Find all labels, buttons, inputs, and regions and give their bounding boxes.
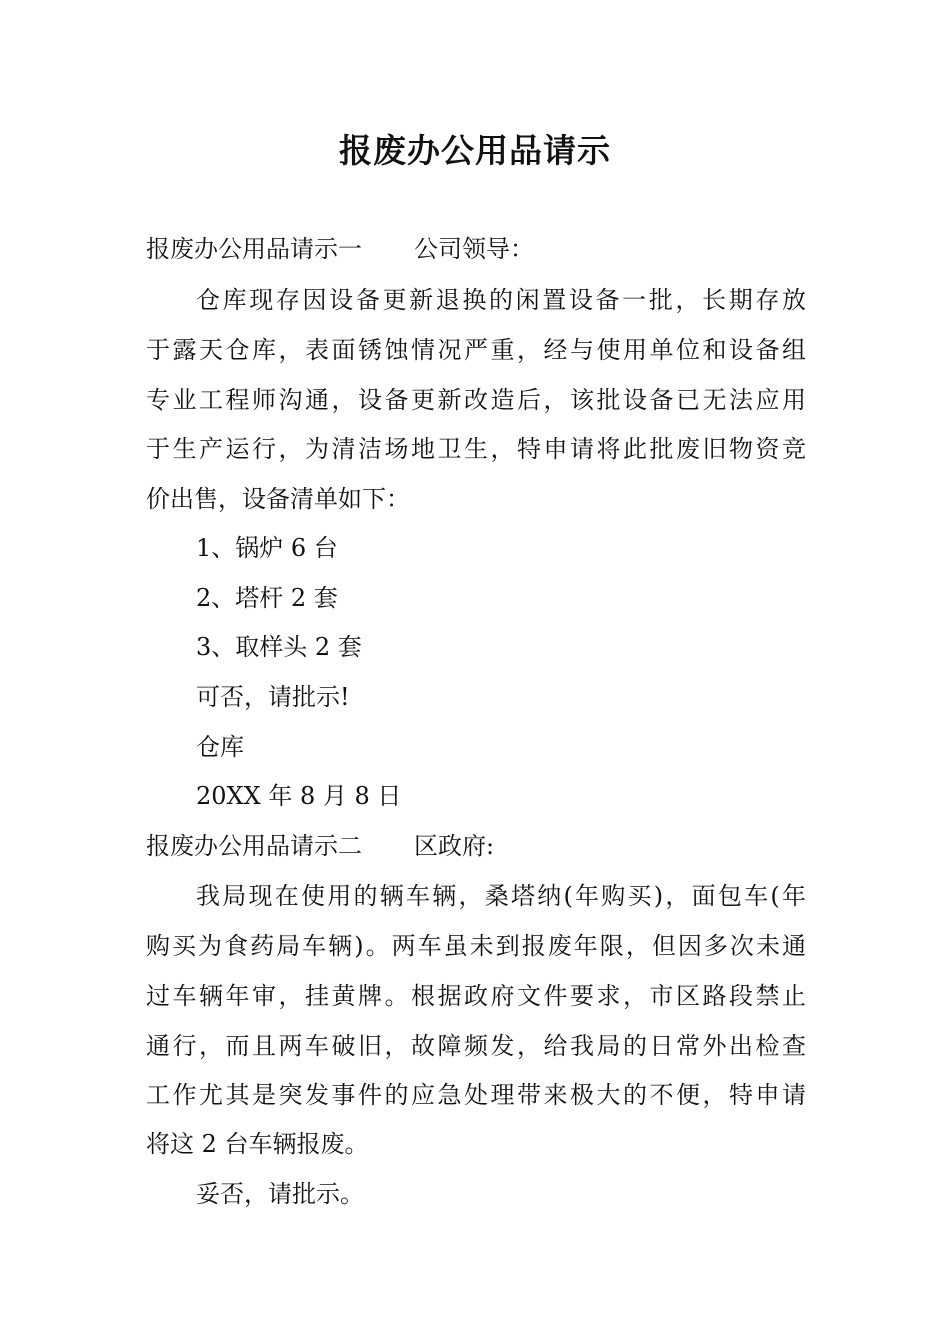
list-item: 2、塔杆 2 套 [196, 584, 338, 612]
section2-body-line: 将这 2 台车辆报废。 [146, 1130, 369, 1158]
list-item: 1、锅炉 6 台 [196, 534, 338, 562]
section1-body-line: 于露天仓库，表面锈蚀情况严重，经与使用单位和设备组 [146, 336, 806, 364]
section1-signer: 仓库 [196, 733, 244, 761]
section1-body-line: 专业工程师沟通，设备更新改造后，该批设备已无法应用 [146, 386, 806, 414]
section1-body-line: 于生产运行，为清洁场地卫生，特申请将此批废旧物资竞 [146, 435, 806, 463]
section2-addressee: 区政府: [414, 832, 495, 860]
section2-body-line: 我局现在使用的辆车辆，桑塔纳(年购买)，面包车(年 [196, 882, 806, 910]
section1-body-line: 价出售，设备清单如下： [146, 485, 410, 513]
document-title: 报废办公用品请示 [339, 131, 611, 170]
section2-body-line: 过车辆年审，挂黄牌。根据政府文件要求，市区路段禁止 [146, 982, 806, 1010]
section1-date: 20XX 年 8 月 8 日 [196, 782, 402, 810]
list-item: 3、取样头 2 套 [196, 633, 362, 661]
section2-heading-line [146, 829, 494, 863]
section1-closing: 可否，请批示! [196, 683, 350, 711]
section2-body-line: 通行，而且两车破旧，故障频发，给我局的日常外出检查 [146, 1032, 806, 1060]
section2-body-line: 工作尤其是突发事件的应急处理带来极大的不便，特申请 [146, 1081, 806, 1109]
section1-heading: 报废办公用品请示一 [146, 235, 362, 263]
section2-body-line: 购买为食药局车辆)。两车虽未到报废年限，但因多次未通 [146, 932, 806, 960]
section1-heading-line [146, 232, 534, 266]
section2-closing: 妥否，请批示。 [196, 1180, 364, 1208]
section1-body-line: 仓库现存因设备更新退换的闲置设备一批，长期存放 [196, 286, 806, 314]
section1-addressee: 公司领导： [414, 235, 534, 263]
section2-heading: 报废办公用品请示二 [146, 832, 362, 860]
